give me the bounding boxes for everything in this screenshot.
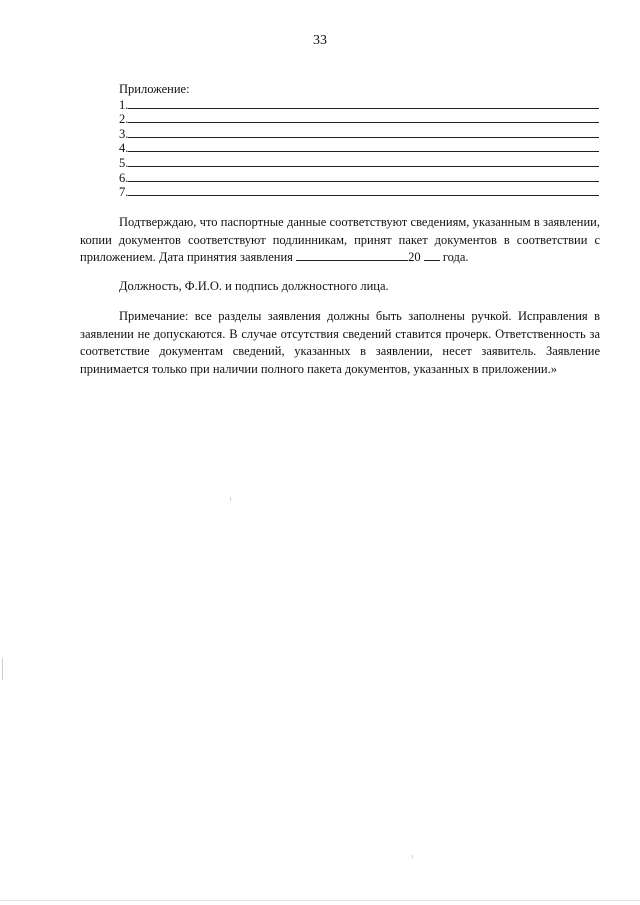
appendix-item-number: 1.: [119, 97, 129, 112]
appendix-item-number: 7.: [119, 185, 129, 200]
appendix-item: [119, 126, 599, 141]
date-blank: [296, 250, 408, 261]
confirmation-text: Подтверждаю, что паспортные данные соответствуют сведениям, указанным в заявлении, копии документов соответствуют подлинникам, принят пакет документов в соответствии с приложением. Дата принятия заявления: [80, 215, 600, 264]
appendix-item-blank: [128, 108, 599, 109]
confirmation-paragraph: [80, 214, 600, 267]
scan-artifact: [2, 658, 3, 680]
note-paragraph: [80, 308, 600, 378]
page-number: 33: [313, 33, 327, 48]
appendix-item-blank: [128, 122, 599, 123]
year-prefix: 20: [408, 250, 421, 264]
scan-artifact: [0, 900, 640, 901]
appendix-item-blank: [128, 166, 599, 167]
year-blank: [424, 250, 440, 261]
appendix-item: [119, 155, 599, 170]
year-suffix: года.: [442, 250, 469, 264]
appendix-heading: Приложение:: [119, 82, 190, 96]
appendix-item-number: 4.: [119, 141, 129, 156]
appendix-item-number: 6.: [119, 170, 129, 185]
appendix-section: [119, 82, 599, 199]
appendix-item-blank: [128, 181, 599, 182]
appendix-item: [119, 97, 599, 112]
appendix-item-number: 5.: [119, 155, 129, 170]
appendix-item: [119, 185, 599, 200]
appendix-item-blank: [128, 137, 599, 138]
appendix-item: [119, 112, 599, 127]
appendix-item-blank: [128, 195, 599, 196]
official-signature-line: Должность, Ф.И.О. и подпись должностного лица.: [119, 279, 389, 293]
appendix-item-blank: [128, 151, 599, 152]
scan-artifact: [230, 497, 231, 501]
scan-artifact: [412, 855, 413, 858]
appendix-item: [119, 141, 599, 156]
appendix-item: [119, 170, 599, 185]
appendix-item-number: 2.: [119, 112, 129, 127]
appendix-item-number: 3.: [119, 126, 129, 141]
note-text: Примечание: все разделы заявления должны быть заполнены ручкой. Исправления в заявлении не допускаются. В случае отсутствия сведений ставится прочерк. Ответственность за соответствие документам сведений, указанных в заявлении, несет заявитель. Заявление принимается только при наличии полного пакета документов, указанных в приложении.»: [80, 309, 600, 376]
